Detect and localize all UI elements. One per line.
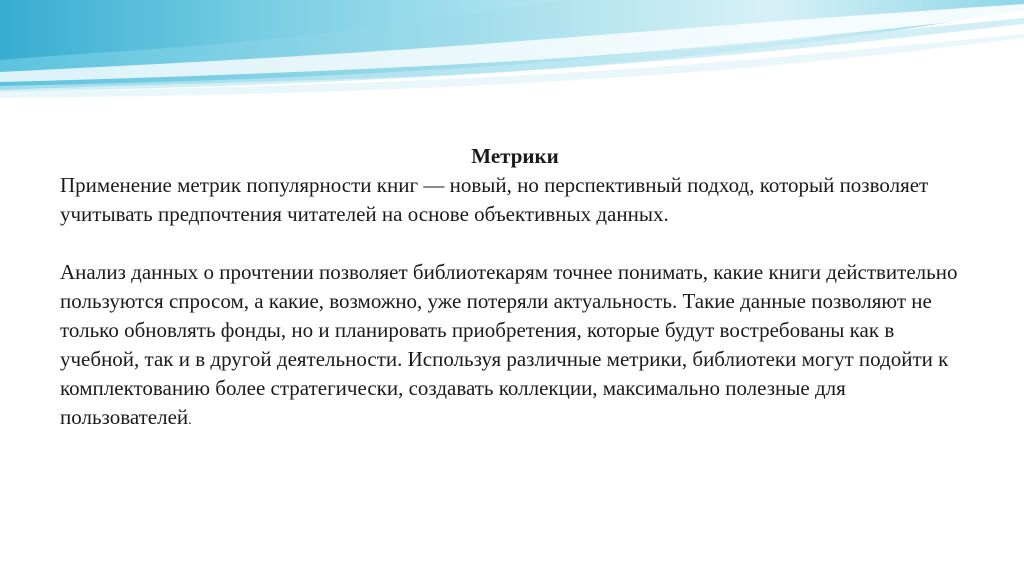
slide-content [60, 142, 970, 435]
paragraph-analysis [60, 258, 970, 435]
paragraph-analysis-text: Анализ данных о прочтении позволяет библиотекарям точнее понимать, какие книги действительно пользуются спросом, а какие, возможно, уже потеряли актуальность. Такие данные позволяют не только обновлять фонды, но и планировать приобретения, которые будут востребованы как в учебной, так и в другой деятельности. Используя различные метрики, библиотеки могут подойти к комплектованию более стратегически, создавать коллекции, максимально полезные для пользователей [60, 260, 958, 429]
header-wave-decoration [0, 0, 1024, 110]
paragraph-analysis-end: . [188, 413, 192, 428]
paragraph-spacer [60, 229, 970, 258]
paragraph-intro: Применение метрик популярности книг — новый, но перспективный подход, который позволяет учитывать предпочтения читателей на основе объективных данных. [60, 173, 929, 226]
slide-title: Метрики [471, 144, 559, 168]
